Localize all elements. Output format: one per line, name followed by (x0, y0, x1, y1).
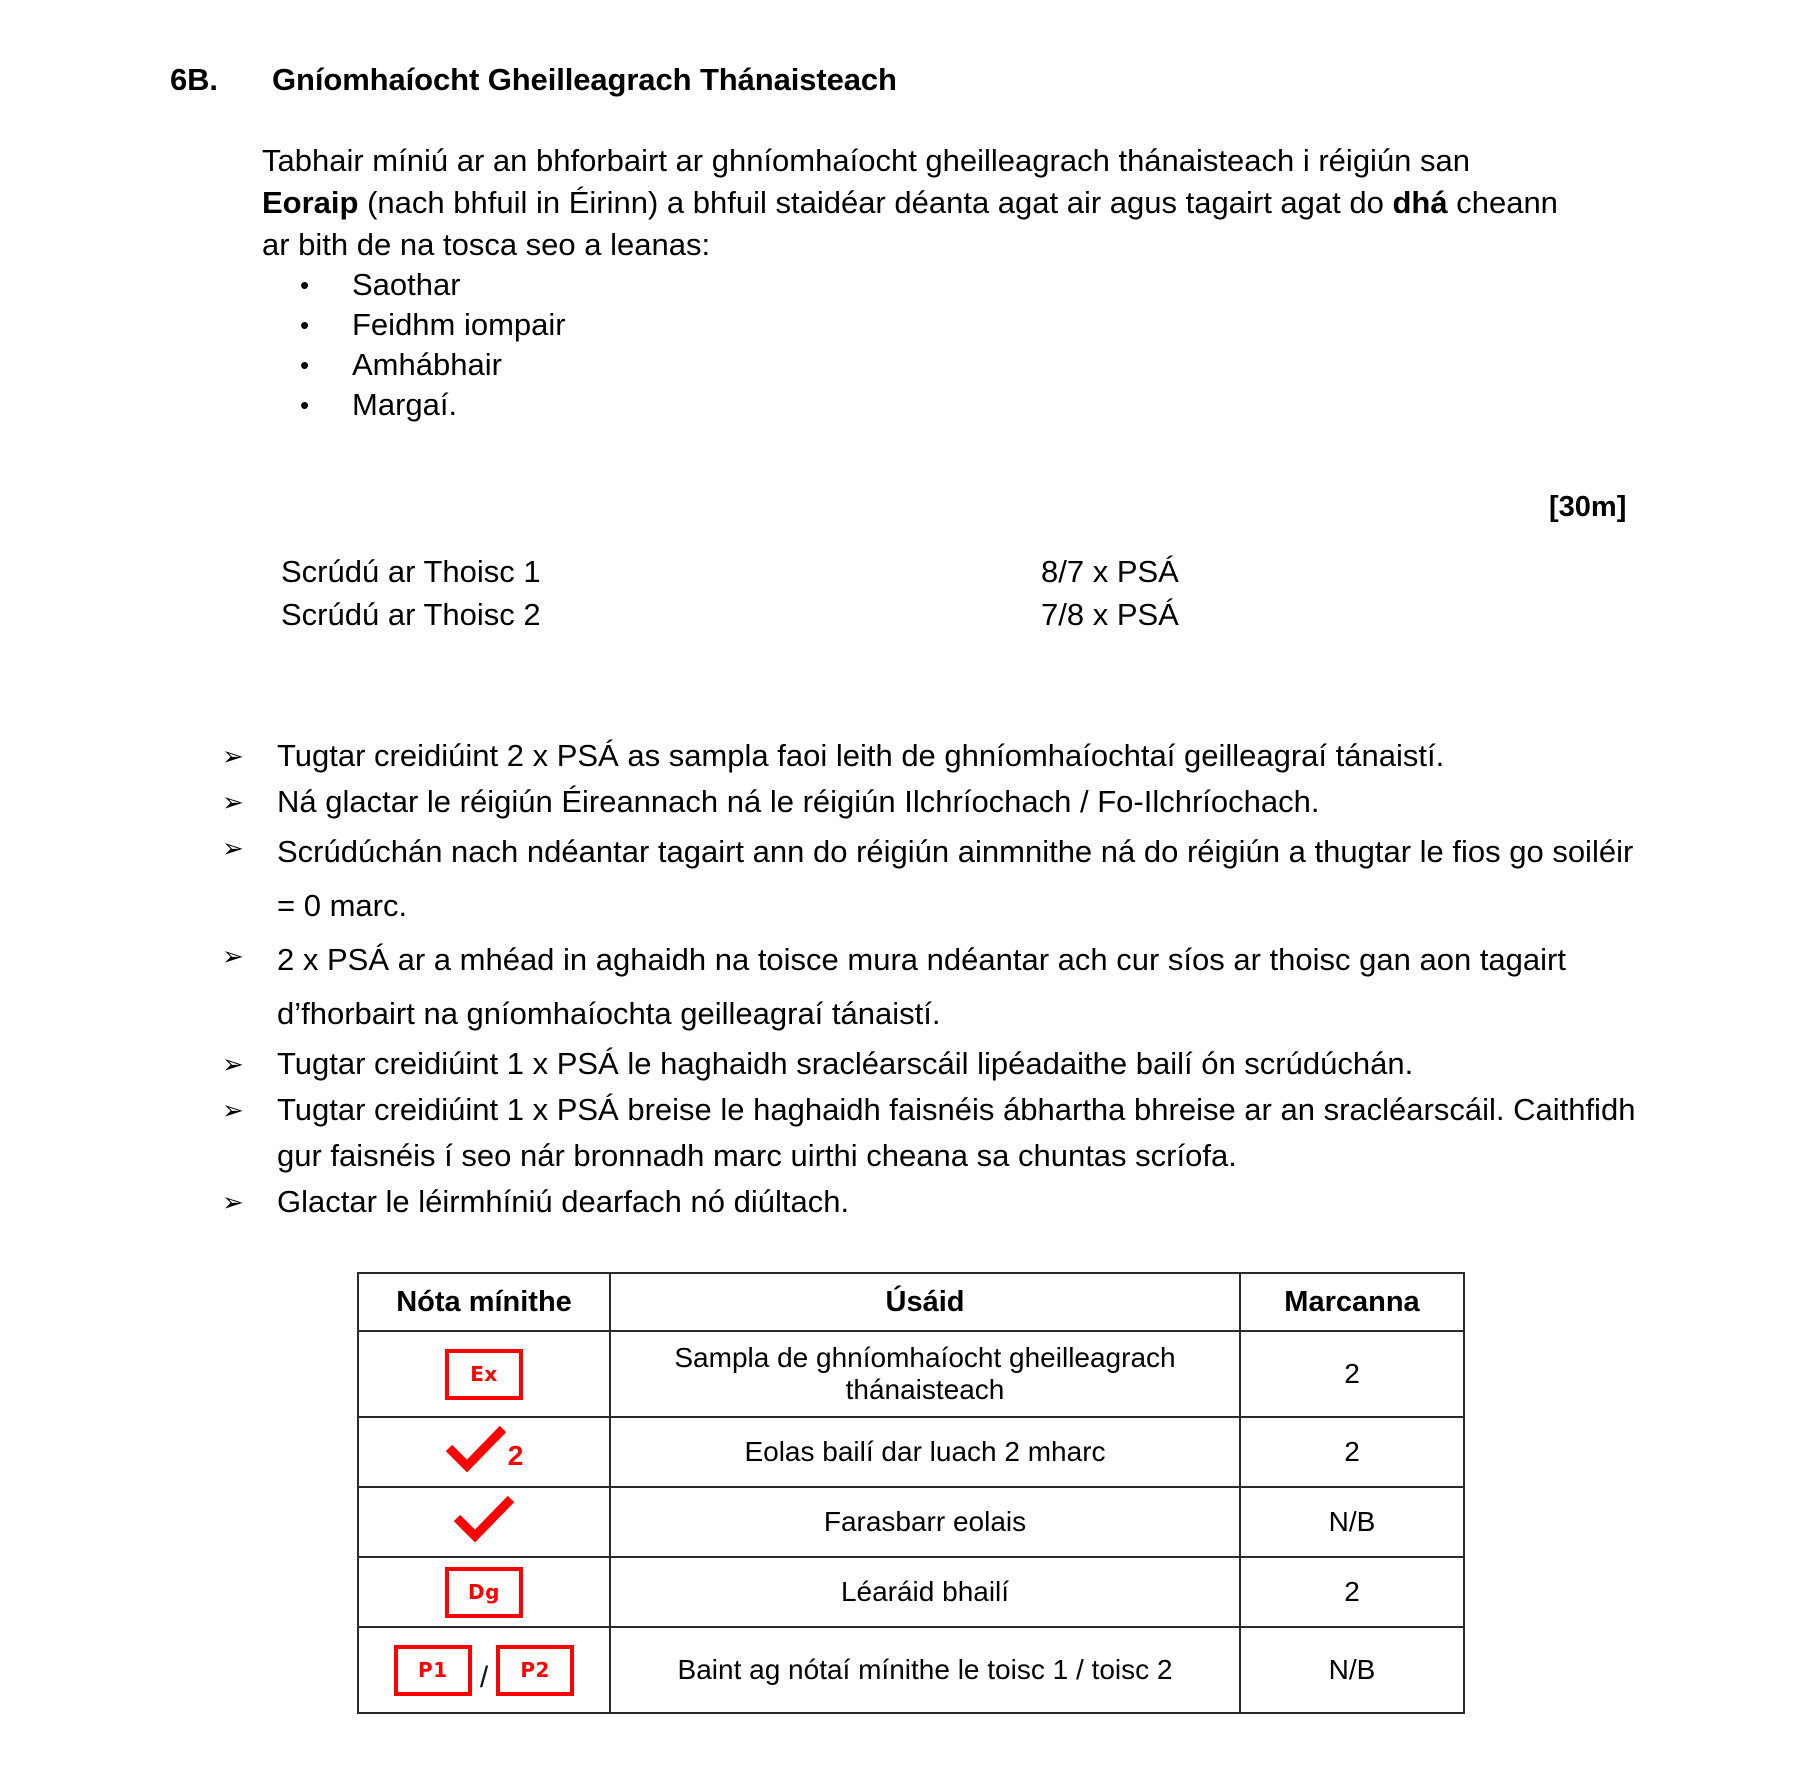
note-item (222, 733, 1652, 779)
ex-tag-icon: Ex (445, 1349, 523, 1400)
scrudu-row (281, 550, 1281, 593)
intro-line-2-mid: (nach bhfuil in Éirinn) a bhfuil staidéar déanta agat air agus tagairt agat do (358, 185, 1393, 220)
arrow-bullet-icon: ➢ (222, 941, 244, 971)
table-row (358, 1627, 1464, 1713)
cell-icon-ex (358, 1331, 610, 1417)
cell-use: Léaráid bhailí (610, 1557, 1240, 1627)
column-header-usaid: Úsáid (610, 1273, 1240, 1331)
table-row (358, 1331, 1464, 1417)
scrudu-marking-rows (281, 550, 1281, 636)
note-item-label: Glactar le léirmhíniú dearfach nó diúltach. (277, 1184, 850, 1219)
column-header-marcanna: Marcanna (1240, 1273, 1464, 1331)
list-item (300, 265, 566, 305)
intro-line-2-pre: san (1420, 143, 1471, 178)
cell-icon-dg (358, 1557, 610, 1627)
p2-tag-icon: P2 (496, 1645, 574, 1696)
cell-marks: 2 (1240, 1557, 1464, 1627)
bullet-dot-icon: • (300, 390, 310, 420)
list-item-label: Saothar (352, 267, 461, 302)
table-row (358, 1487, 1464, 1557)
annotation-key-table (357, 1272, 1465, 1714)
annotation-key-table-wrapper (357, 1272, 1465, 1714)
note-item-label: Tugtar creidiúint 1 x PSÁ breise le haghaidh faisnéis ábhartha bhreise ar an sracléarscáil. Caithfidh gur faisnéis í seo nár bronnadh marc uirthi cheana sa chuntas scríofa. (277, 1092, 1636, 1173)
check-2-icon (445, 1426, 524, 1472)
intro-line-1: Tabhair míniú ar an bhforbairt ar ghníomhaíocht gheilleagrach thánaisteach i réigiún (262, 143, 1412, 178)
table-header-row (358, 1273, 1464, 1331)
note-item-label: Tugtar creidiúint 1 x PSÁ le haghaidh sracléarscáil lipéadaithe bailí ón scrúdúchán. (277, 1046, 1414, 1081)
list-item-label: Amhábhair (352, 347, 502, 382)
list-item (300, 305, 566, 345)
cell-marks: 2 (1240, 1417, 1464, 1487)
marks-allocation: [30m] (1549, 491, 1627, 523)
cell-icon-check-2 (358, 1417, 610, 1487)
check-subscript-label: 2 (507, 1439, 524, 1471)
p1-p2-tag-group (365, 1645, 603, 1696)
note-item-label: Ná glactar le réigiún Éireannach ná le réigiún Ilchríochach / Fo-Ilchríochach. (277, 784, 1320, 819)
list-item-label: Margaí. (352, 387, 458, 422)
marking-notes-list (222, 733, 1652, 1225)
scrudu-value: 8/7 x PSÁ (1041, 554, 1179, 589)
cell-use: Eolas bailí dar luach 2 mharc (610, 1417, 1240, 1487)
intro-paragraph (262, 140, 1572, 266)
scrudu-value: 7/8 x PSÁ (1041, 597, 1179, 632)
cell-icon-check (358, 1487, 610, 1557)
cell-marks: 2 (1240, 1331, 1464, 1417)
table-row (358, 1557, 1464, 1627)
note-item-label: Tugtar creidiúint 2 x PSÁ as sampla faoi leith de ghníomhaíochtaí geilleagraí tánaistí. (277, 738, 1445, 773)
note-item-label: 2 x PSÁ ar a mhéad in aghaidh na toisce mura ndéantar ach cur síos ar thoisc gan aon tagairt d’fhorbairt na gníomhaíochta geilleagraí tánaistí. (277, 942, 1566, 1031)
note-item (222, 933, 1652, 1041)
cell-marks: N/B (1240, 1627, 1464, 1713)
note-item (222, 1041, 1652, 1087)
arrow-bullet-icon: ➢ (222, 787, 244, 817)
list-item (300, 385, 566, 425)
column-header-nota-minithe: Nóta mínithe (358, 1273, 610, 1331)
note-item (222, 779, 1652, 825)
intro-bold-eoraip: Eoraip (262, 185, 359, 220)
bullet-dot-icon: • (300, 310, 310, 340)
note-item (222, 1087, 1652, 1179)
list-item-label: Feidhm iompair (352, 307, 566, 342)
arrow-bullet-icon: ➢ (222, 1187, 244, 1217)
intro-bold-dha: dhá (1392, 185, 1448, 220)
note-item-label: Scrúdúchán nach ndéantar tagairt ann do réigiún ainmnithe ná do réigiún a thugtar le fios go soiléir = 0 marc. (277, 834, 1634, 923)
cell-use: Sampla de ghníomhaíocht gheilleagrach thánaisteach (610, 1331, 1240, 1417)
factor-bullet-list (300, 265, 566, 425)
arrow-bullet-icon: ➢ (222, 1049, 244, 1079)
slash-separator: / (479, 1661, 489, 1694)
cell-marks: N/B (1240, 1487, 1464, 1557)
scrudu-row (281, 593, 1281, 636)
section-title: Gníomhaíocht Gheilleagrach Thánaisteach (272, 62, 897, 97)
note-item (222, 825, 1652, 933)
section-number: 6B. (170, 62, 218, 97)
bullet-dot-icon: • (300, 270, 310, 300)
p1-tag-icon: P1 (394, 1645, 472, 1696)
arrow-bullet-icon: ➢ (222, 833, 244, 863)
table-row (358, 1417, 1464, 1487)
cell-use: Baint ag nótaí mínithe le toisc 1 / toisc 2 (610, 1627, 1240, 1713)
section-heading (170, 62, 897, 98)
note-item (222, 1179, 1652, 1225)
cell-icon-p1-p2 (358, 1627, 610, 1713)
check-icon (453, 1496, 515, 1542)
list-item (300, 345, 566, 385)
scrudu-label: Scrúdú ar Thoisc 2 (281, 597, 541, 632)
arrow-bullet-icon: ➢ (222, 1095, 244, 1125)
cell-use: Farasbarr eolais (610, 1487, 1240, 1557)
dg-tag-icon: Dg (445, 1567, 523, 1618)
arrow-bullet-icon: ➢ (222, 741, 244, 771)
scrudu-label: Scrúdú ar Thoisc 1 (281, 554, 541, 589)
bullet-dot-icon: • (300, 350, 310, 380)
intro-line-3: cheann ar bith de na tosca seo a leanas: (262, 185, 1558, 262)
